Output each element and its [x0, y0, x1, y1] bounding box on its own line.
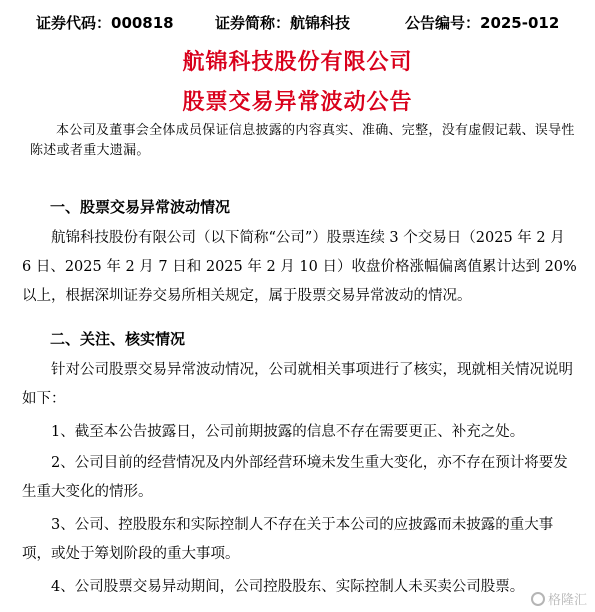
company-title: 航锦科技股份有限公司 [182, 50, 413, 75]
section-2-intro: 针对公司股票交易异常波动情况，公司就相关事项进行了核实，现就相关情况说明如下： [22, 362, 573, 407]
announcement-title: 股票交易异常波动公告 [182, 90, 413, 115]
watermark-text: 格隆汇 [547, 593, 587, 608]
watermark [531, 589, 587, 608]
section-2-item-1: 1、截至本公告披露日，公司前期披露的信息不存在需要更正、补充之处。 [51, 424, 525, 440]
gelonghui-logo-icon [531, 592, 545, 606]
section-2-item-4: 4、公司股票交易异动期间，公司控股股东、实际控制人未买卖公司股票。 [51, 579, 525, 595]
section-2-item-2: 2、公司目前的经营情况及内外部经营环境未发生重大变化，亦不存在预计将要发生重大变化的情形。 [22, 455, 568, 500]
announcement-number: 公告编号：2025-012 [405, 14, 560, 32]
board-statement: 本公司及董事会全体成员保证信息披露的内容真实、准确、完整，没有虚假记载、误导性陈述或者重大遗漏。 [30, 123, 575, 158]
header-row [0, 12, 595, 34]
section-1-paragraph: 航锦科技股份有限公司（以下简称“公司”）股票连续 3 个交易日（2025 年 2 月 6 日、2025 年 2 月 7 日和 2025 年 2 月 10 日）收盘价格涨幅偏离值累计达到 20%以上，根据深圳证券交易所相关规定，属于股票交易异常波动的情况。 [22, 230, 577, 304]
section-title-1: 一、股票交易异常波动情况 [50, 198, 231, 216]
section-2-item-3: 3、公司、控股股东和实际控制人不存在关于本公司的应披露而未披露的重大事项，或处于筹划阶段的重大事项。 [22, 517, 554, 562]
stock-code: 证券代码：000818 [36, 14, 174, 32]
section-title-2: 二、关注、核实情况 [50, 330, 186, 348]
stock-abbreviation: 证券简称：航锦科技 [215, 14, 351, 32]
